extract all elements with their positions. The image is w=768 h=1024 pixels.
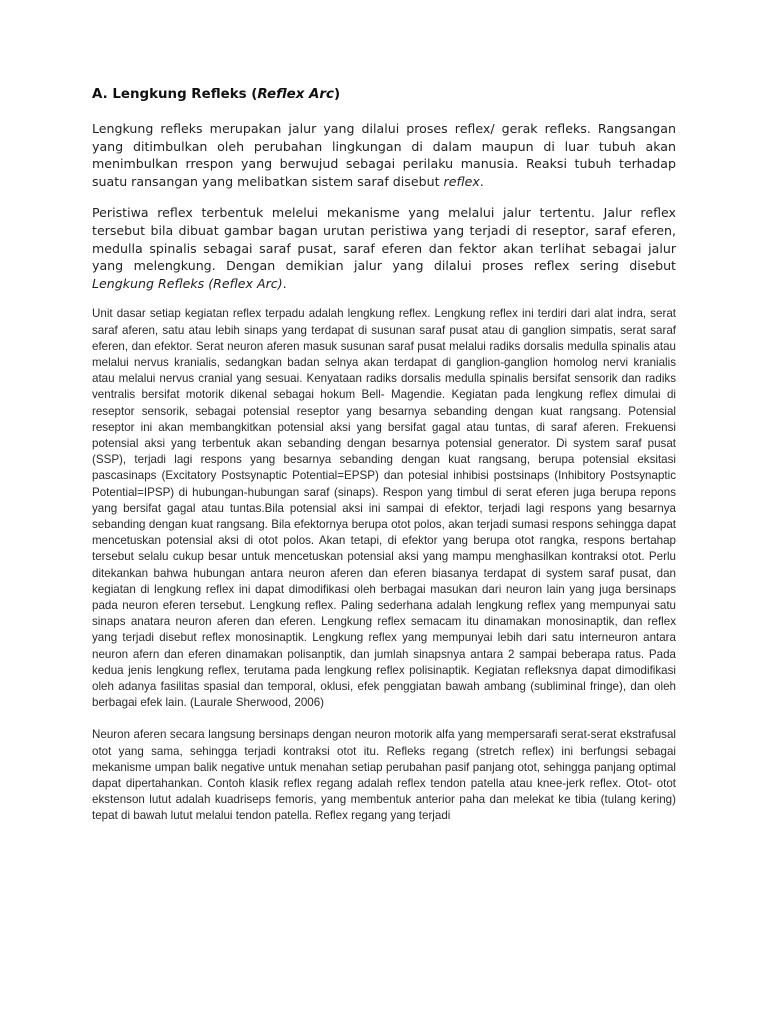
lead-paragraph-1-italic: reflex — [443, 173, 480, 189]
lead-paragraph-2-text: Peristiwa reflex terbentuk melelui mekanisme yang melalui jalur tertentu. Jalur reflex tersebut bila dibuat gambar bagan urutan peristiwa yang terjadi di reseptor, saraf eferen, medulla spinalis sebagai saraf pusat, saraf eferen dan fektor akan terlihat sebagai jalur yang melengkung. Dengan demikian jalur yang dilalui proses reflex sering disebut — [92, 205, 676, 274]
lead-paragraph-1-text: Lengkung refleks merupakan jalur yang dilalui proses reflex/ gerak refleks. Rangsangan yang ditimbulkan oleh perubahan lingkungan di dalam maupun di luar tubuh akan menimbulkan rrespon yang berwujud sebagai perilaku manusia. Reaksi tubuh terhadap suatu ransangan yang melibatkan sistem saraf disebut — [92, 121, 676, 189]
lead-paragraph-2 — [92, 204, 676, 292]
body-paragraph-2: Neuron aferen secara langsung bersinaps dengan neuron motorik alfa yang mempersarafi serat-serat ekstrafusal otot yang sama, sehingga terjadi kontraksi otot itu. Refleks regang (stretch reflex) ini berfungsi sebagai mekanisme umpan balik negative untuk menahan setiap perubahan pasif panjang otot, sehingga panjang optimal dapat dipertahankan. Contoh klasik reflex regang adalah reflex tendon patella atau knee-jerk reflex. Otot- otot ekstenson lutut adalah kuadriseps femoris, yang membentuk anterior paha dan melekat ke tibia (tulang kering) tepat di bawah lutut melalui tendon patella. Reflex regang yang terjadi — [92, 728, 676, 823]
body-paragraph-1: Unit dasar setiap kegiatan reflex terpadu adalah lengkung reflex. Lengkung reflex ini terdiri dari alat indra, serat saraf aferen, satu atau lebih sinaps yang terdapat di susunan saraf pusat atau di ganglion simpatis, serat saraf eferen, dan efektor. Serat neuron aferen masuk susunan saraf pusat melalui radiks dorsalis medulla spinalis atau melalui nervus kranialis, sedangkan badan selnya akan terdapat di ganglion-ganglion homolog nervi kranialis atau melalui nervus cranial yang sesuai. Kenyataan radiks dorsalis medulla spinalis bersifat sensorik dan radiks ventralis bersifat motorik dikenal sebagai hokum Bell- Magendie. Kegiatan pada lengkung reflex dimulai di reseptor sensorik, sebagai potensial reseptor yang besarnya sebanding dengan kuat rangsang. Potensial reseptor ini akan membangkitkan potensial aksi yang bersifat gagal atau tuntas, di saraf aferen. Frekuensi potensial aksi yang terbentuk akan sebanding dengan besarnya potensial generator. Di system saraf pusat (SSP), terjadi lagi respons yang besarnya sebanding dengan kuat rangsang, berupa potensial eksitasi pascasinaps (Excitatory Postsynaptic Potential=EPSP) dan potesial inhibisi postsinaps (Inhibitory Postsynaptic Potential=IPSP) di hubungan-hubungan saraf (sinaps). Respon yang timbul di serat eferen juga berupa repons yang bersifat gagal atau tuntas.Bila potensial aksi ini sampai di efektor, terjadi lagi respons yang besarnya sebanding dengan kuat rangsang. Bila efektornya berupa otot polos, akan terjadi sumasi respons sehingga dapat mencetuskan potensial aksi di otot polos. Akan tetapi, di efektor yang berupa otot rangka, respons bertahap tersebut selalu cukup besar untuk mencetuskan potensial aksi yang mampu menghasilkan kontraksi otot. Perlu ditekankan bahwa hubungan antara neuron aferen dan eferen biasanya terdapat di system saraf pusat, dan kegiatan di lengkung reflex ini dapat dimodifikasi oleh berbagai masukan dari neuron lain yang juga bersinaps pada neuron eferen tersebut. Lengkung reflex. Paling sederhana adalah lengkung reflex yang mempunyai satu sinaps anatara neuron aferen dan eferen. Lengkung reflex semacam itu dinamakan monosinaptik, dan reflex yang terjadi disebut reflex monosinaptik. Lengkung reflex yang mempunyai lebih dari satu interneuron antara neuron afern dan eferen dinamakan polisanptik, dan jumlah sinapsnya antara 2 sampai beberapa ratus. Pada kedua jenis lengkung reflex, terutama pada lengkung reflex polisinaptik. Kegiatan refleksnya dapat dimodifikasi oleh adanya fasilitas spasial dan temporal, oklusi, efek penggiatan bawah ambang (subliminal fringe), dan oleh berbagai efek lain. (Laurale Sherwood, 2006) — [92, 307, 676, 710]
section-heading — [92, 84, 676, 106]
heading-italic: Reflex Arc — [257, 87, 334, 102]
lead-paragraph-1-end: . — [479, 173, 484, 189]
lead-paragraph-1 — [92, 120, 676, 190]
lead-paragraph-2-end: . — [282, 275, 287, 291]
heading-prefix: A. Lengkung Refleks ( — [92, 87, 258, 102]
heading-suffix: ) — [333, 87, 341, 102]
lead-paragraph-2-italic: Lengkung Refleks (Reflex Arc) — [92, 275, 283, 291]
document-page — [92, 84, 676, 841]
